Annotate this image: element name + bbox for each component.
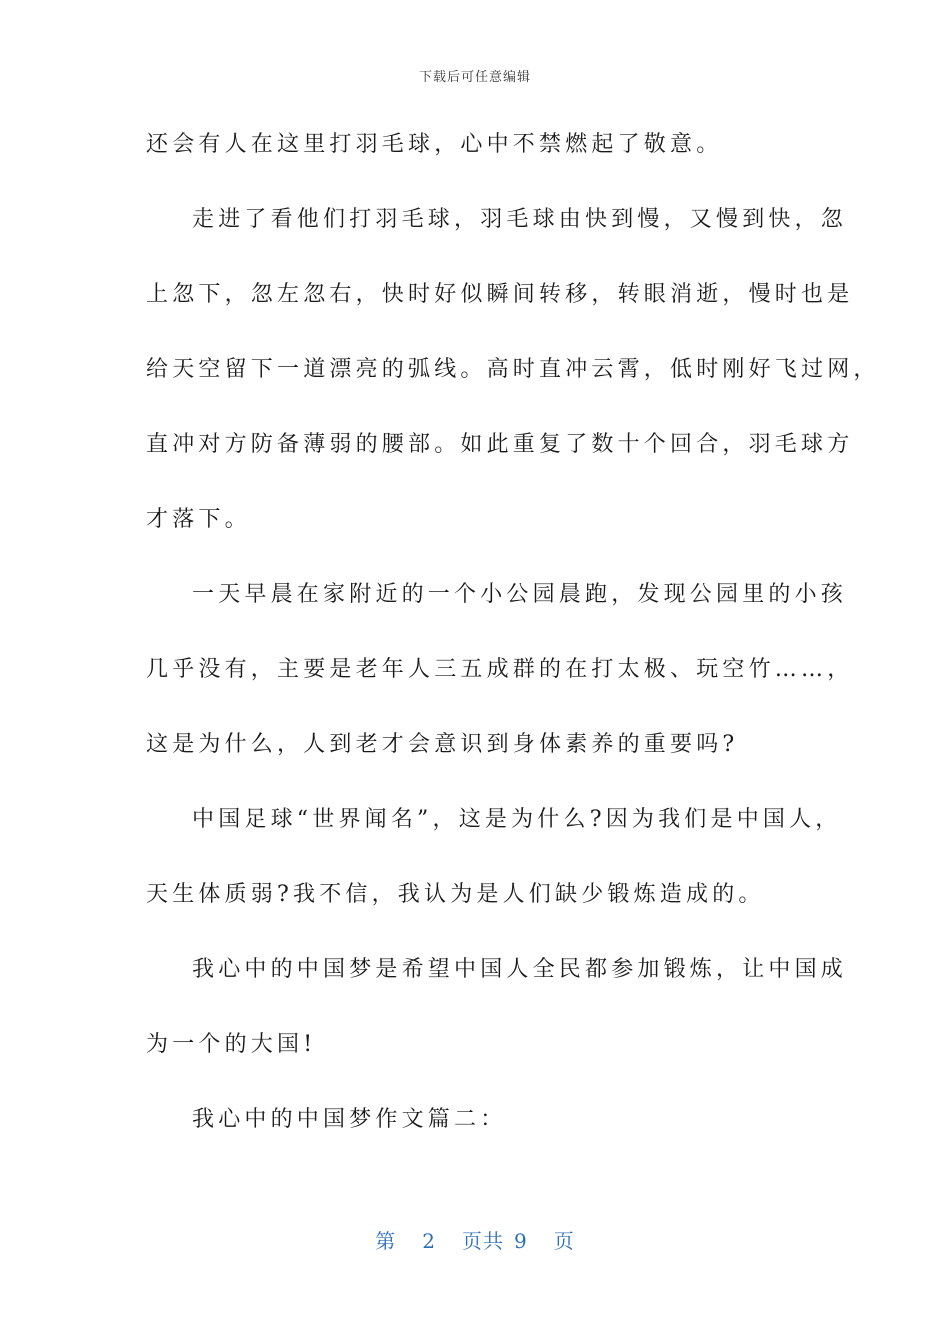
page-footer — [0, 1225, 950, 1254]
paragraph-line: 直冲对方防备薄弱的腰部。如此重复了数十个回合，羽毛球方 — [146, 432, 854, 457]
footer-current-page: 2 — [422, 1229, 436, 1253]
paragraph-line: 才落下。 — [146, 507, 251, 532]
paragraph-line: 这是为什么，人到老才会意识到身体素养的重要吗? — [146, 732, 739, 757]
paragraph-line: 中国足球“世界闻名”，这是为什么?因为我们是中国人， — [192, 807, 842, 832]
paragraph-line: 走进了看他们打羽毛球，羽毛球由快到慢，又慢到快，忽 — [192, 207, 848, 232]
footer-page-suffix: 页 — [553, 1229, 575, 1253]
page-header-note: 下载后可任意编辑 — [418, 70, 531, 85]
paragraph-line: 为一个的大国! — [146, 1032, 317, 1057]
footer-page-label: 第 — [375, 1229, 397, 1253]
paragraph-line: 天生体质弱?我不信，我认为是人们缺少锻炼造成的。 — [146, 882, 765, 907]
paragraph-line: 一天早晨在家附近的一个小公园晨跑，发现公园里的小孩 — [192, 582, 848, 607]
paragraph-line: 上忽下，忽左忽右，快时好似瞬间转移，转眼消逝，慢时也是 — [146, 282, 854, 307]
paragraph-line: 几乎没有，主要是老年人三五成群的在打太极、玩空竹……， — [146, 657, 854, 682]
footer-total-pages: 9 — [514, 1229, 528, 1253]
section-heading: 我心中的中国梦作文篇二： — [192, 1107, 507, 1132]
paragraph-line: 还会有人在这里打羽毛球，心中不禁燃起了敬意。 — [146, 132, 723, 157]
footer-total-label: 页共 — [462, 1229, 504, 1253]
paragraph-line: 我心中的中国梦是希望中国人全民都参加锻炼，让中国成 — [192, 957, 848, 982]
paragraph-line: 给天空留下一道漂亮的弧线。高时直冲云霄，低时刚好飞过网， — [146, 357, 880, 382]
